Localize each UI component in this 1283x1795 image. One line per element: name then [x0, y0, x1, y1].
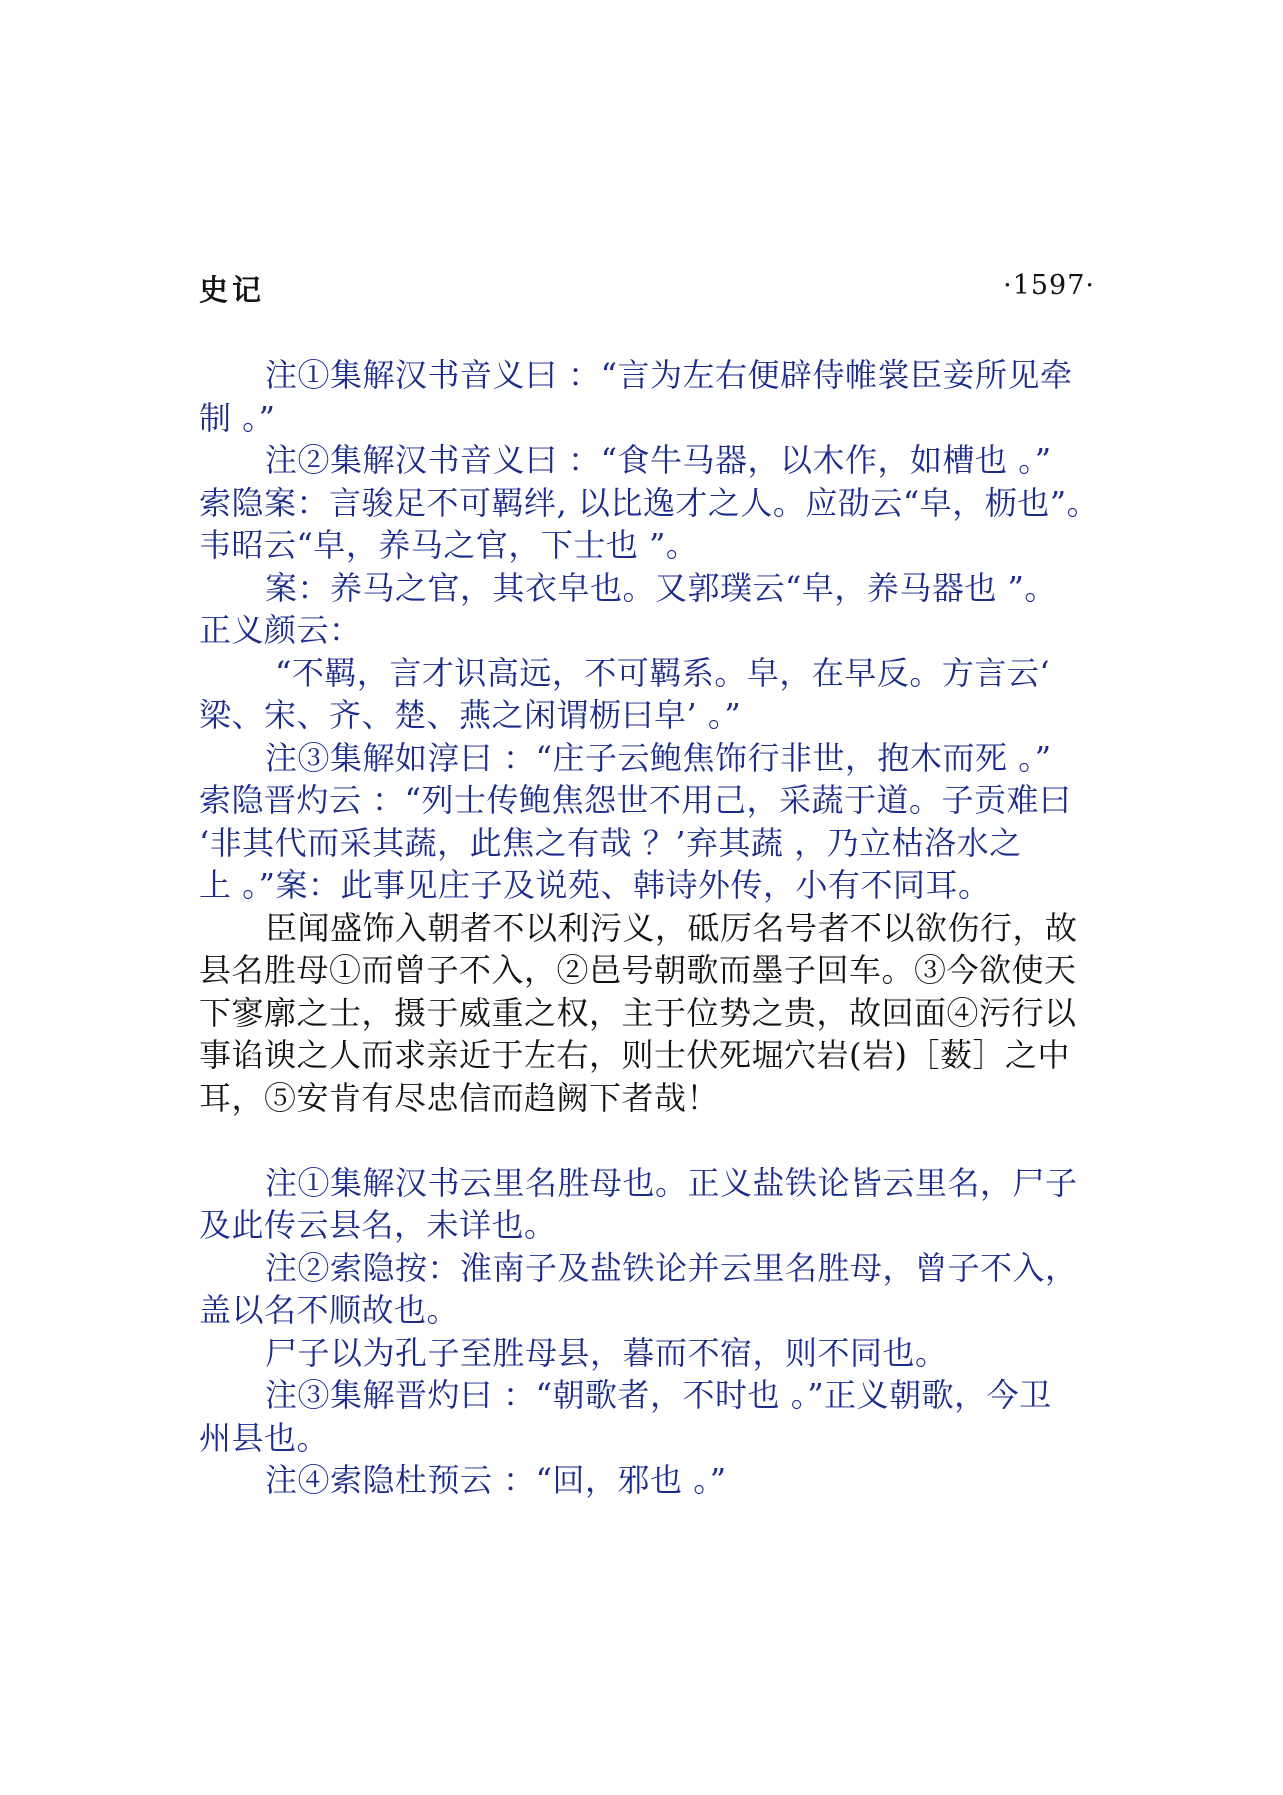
note-line: 案：养马之官，其衣皁也。又郭璞云“皁，养马器也 ”。	[265, 568, 1057, 607]
note-line: 注③集解如淳曰 ：“庄子云鲍焦饰行非世，抱木而死 。”	[265, 738, 1052, 777]
page-body	[199, 354, 1099, 1502]
main-text-line: 耳，⑤安肯有尽忠信而趋阙下者哉！	[199, 1078, 720, 1117]
paragraph-gap	[199, 1119, 1099, 1162]
book-title: 史记	[199, 273, 266, 307]
note-line: 注③集解晋灼曰 ：“朝歌者，不时也 。”正义朝歌，今卫	[265, 1376, 1052, 1414]
main-text-line: 县名胜母①而曾子不入，②邑号朝歌而墨子回车。③今欲使天	[199, 951, 1077, 989]
main-text-block	[199, 907, 1099, 1120]
note-line: 上 。”案：此事见庄子及说苑、韩诗外传，小有不同耳。	[199, 866, 991, 904]
note-line: 注①集解汉书音义曰 ：“言为左右便辟侍帷裳臣妾所见牵	[265, 356, 1073, 394]
note-line: 注④索隐杜预云 ：“回，邪也 。”	[265, 1461, 727, 1499]
note-line: 及此传云县名，未详也。	[199, 1206, 557, 1244]
main-text-line: 臣闻盛饰入朝者不以利污义，砥厉名号者不以欲伤行，故	[265, 908, 1078, 947]
note-line: 州县也。	[199, 1418, 330, 1457]
page-number: ·1597·	[1003, 270, 1095, 301]
note-line: 注②集解汉书音义曰 ：“食牛马器，以木作，如槽也 。”	[265, 441, 1052, 479]
note-line: 注②索隐按：淮南子及盐铁论并云里名胜母，曾子不入，	[265, 1248, 1078, 1287]
note-line: 韦昭云“皁，养马之官，下士也 ”。	[199, 526, 699, 564]
note-line: “不羁，言才识高远，不可羁系。皁，在早反。方言云‘	[275, 653, 1051, 692]
commentary-block-1	[199, 354, 1099, 907]
note-line: ‘非其代而采其蔬，此焦之有哉 ？’弃其蔬 ，乃立枯洛水之	[199, 823, 1022, 862]
note-line: 盖以名不顺故也。	[199, 1291, 460, 1329]
page-header	[199, 268, 1095, 312]
note-line: 索隐案：言骏足不可羁绊, 以比逸才之人。应劭云“皁，枥也”。	[199, 483, 1100, 522]
note-line: 梁、宋、齐、楚、燕之闲谓枥曰皁’ 。”	[199, 696, 742, 734]
note-line: 注①集解汉书云里名胜母也。正义盐铁论皆云里名，尸子	[265, 1163, 1078, 1202]
note-line: 索隐晋灼云 ：“列士传鲍焦怨世不用己，采蔬于道。子贡难曰	[199, 781, 1072, 819]
note-line: 尸子以为孔子至胜母县，暮而不宿，则不同也。	[265, 1333, 948, 1372]
note-line: 制 。”	[199, 398, 276, 437]
note-line: 正义颜云：	[199, 611, 362, 649]
main-text-line: 事谄谀之人而求亲近于左右，则士伏死堀穴岩(岩)［薮］之中	[199, 1036, 1070, 1074]
main-text-line: 下寥廓之士，摄于威重之权，主于位势之贵，故回面④污行以	[199, 993, 1077, 1032]
commentary-block-2	[199, 1162, 1099, 1502]
